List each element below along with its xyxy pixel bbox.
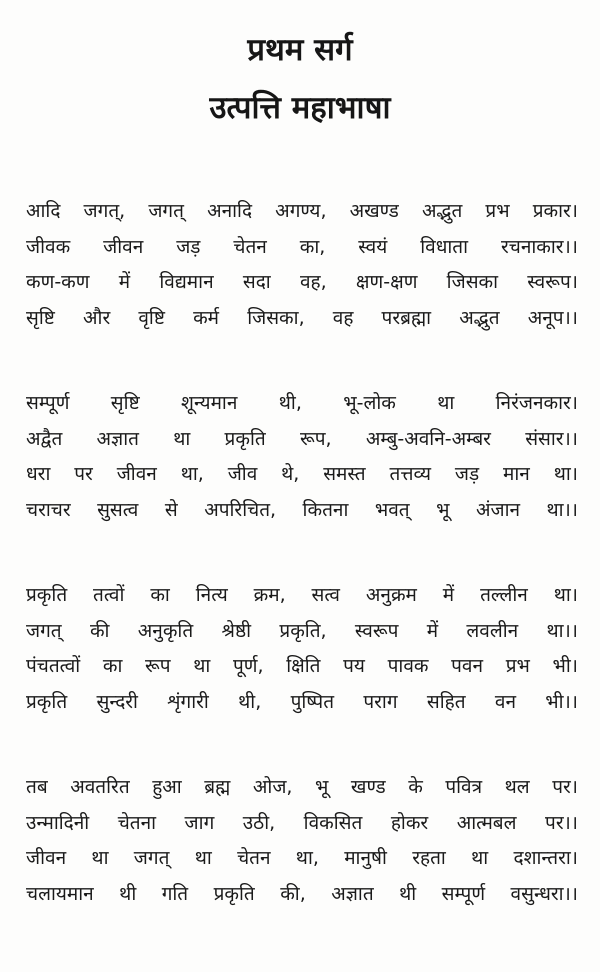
verse-line: जीवन था जगत् था चेतन था, मानुषी रहता था दशान्तरा। [26, 847, 578, 869]
stanza-3 [26, 578, 578, 720]
verse-line: धरा पर जीवन था, जीव थे, समस्त तत्तव्य जड़ मान था। [26, 463, 578, 485]
verse-line: तब अवतरित हुआ ब्रह्म ओज, भू खण्ड के पवित्र थल पर। [26, 776, 578, 798]
verse-line: सृष्टि और वृष्टि कर्म जिसका, वह परब्रह्मा अद्भुत अनूप।। [26, 306, 578, 329]
stanza-4 [26, 770, 578, 912]
verse-line: कण-कण में विद्यमान सदा वह, क्षण-क्षण जिसका स्वरूप। [26, 271, 578, 293]
stanza-2 [26, 386, 578, 528]
verse-line: प्रकृति तत्वों का नित्य क्रम, सत्व अनुक्रम में तल्लीन था। [26, 584, 578, 606]
chapter-subtitle: उत्पत्ति महाभाषा [209, 90, 391, 126]
poem-body [26, 194, 578, 912]
verse-line: चराचर सुसत्व से अपरिचित, कितना भवत् भू अंजान था।। [26, 498, 578, 521]
heading-block [0, 28, 600, 130]
verse-line: सम्पूर्ण सृष्टि शून्यमान थी, भू-लोक था निरंजनकार। [26, 392, 578, 414]
verse-line: अद्वैत अज्ञात था प्रकृति रूप, अम्बु-अवनि-अम्बर संसार।। [26, 427, 578, 450]
verse-line: पंचतत्वों का रूप था पूर्ण, क्षिति पय पावक पवन प्रभ भी। [26, 655, 578, 677]
verse-line: प्रकृति सुन्दरी शृंगारी थी, पुष्पित पराग सहित वन भी।। [26, 690, 578, 713]
stanza-1 [26, 194, 578, 336]
verse-line: चलायमान थी गति प्रकृति की, अज्ञात थी सम्पूर्ण वसुन्धरा।। [26, 882, 578, 905]
chapter-title: प्रथम सर्ग [247, 32, 353, 68]
verse-line: जगत् की अनुकृति श्रेष्ठी प्रकृति, स्वरूप में लवलीन था।। [26, 619, 578, 642]
verse-line: आदि जगत्, जगत् अनादि अगण्य, अखण्ड अद्भुत प्रभ प्रकार। [26, 200, 578, 222]
verse-line: जीवक जीवन जड़ चेतन का, स्वयं विधाता रचनाकार।। [26, 235, 578, 258]
verse-line: उन्मादिनी चेतना जाग उठी, विकसित होकर आत्मबल पर।। [26, 811, 578, 834]
